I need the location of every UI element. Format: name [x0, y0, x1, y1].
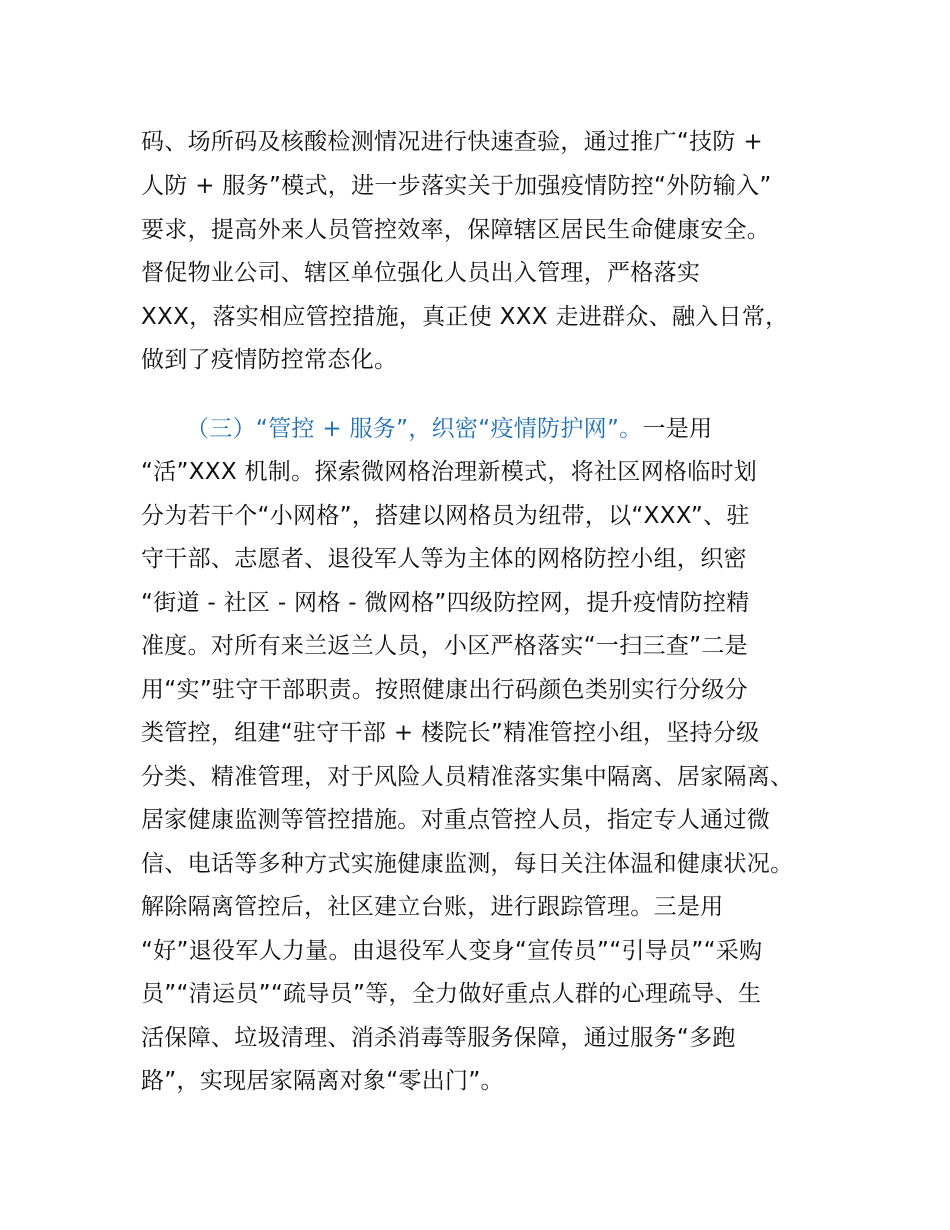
- text-line: 员”“清运员”“疏导员”等，全力做好重点人群的心理疏导、生: [141, 981, 762, 1007]
- text-line: 解除隔离管控后，社区建立台账，进行跟踪管理。三是用: [141, 894, 724, 920]
- text-line: 码、场所码及核酸检测情况进行快速查验，通过推广“技防 +: [141, 129, 763, 155]
- text-line: 分类、精准管理，对于风险人员精准落实集中隔离、居家隔离、: [141, 764, 794, 790]
- section-heading: （三）“管控 + 服务”，织密“疫情防护网”。: [186, 416, 643, 442]
- text-line: 类管控，组建“驻守干部 + 楼院长”精准管控小组，坚持分级: [141, 720, 760, 746]
- text-line: 分为若干个“小网格”，搭建以网格员为纽带，以“XXX”、驻: [141, 503, 750, 529]
- text-line: [186, 414, 712, 444]
- text-line: “活”XXX 机制。探索微网格治理新模式，将社区网格临时划: [141, 459, 758, 485]
- text-line: 督促物业公司、辖区单位强化人员出入管理，严格落实: [141, 260, 701, 286]
- text-line: “街道 - 社区 - 网格 - 微网格”四级防控网，提升疫情防控精: [141, 590, 750, 616]
- text-run: 一是用: [642, 416, 713, 442]
- text-line: 信、电话等多种方式实施健康监测，每日关注体温和健康状况。: [141, 851, 794, 877]
- text-line: XXX，落实相应管控措施，真正使 XXX 走进群众、融入日常，: [141, 304, 789, 330]
- text-line: 路”，实现居家隔离对象“零出门”。: [141, 1068, 504, 1094]
- text-line: 人防 + 服务”模式，进一步落实关于加强疫情防控“外防输入”: [141, 173, 772, 199]
- text-line: 要求，提高外来人员管控效率，保障辖区居民生命健康安全。: [141, 217, 771, 243]
- text-line: 用“实”驻守干部职责。按照健康出行码颜色类别实行分级分: [141, 677, 748, 703]
- text-line: 守干部、志愿者、退役军人等为主体的网格防控小组，织密: [141, 546, 747, 572]
- text-line: 做到了疫情防控常态化。: [141, 347, 398, 373]
- text-line: 活保障、垃圾清理、消杀消毒等服务保障，通过服务“多跑: [141, 1025, 736, 1051]
- text-line: 居家健康监测等管控措施。对重点管控人员，指定专人通过微: [141, 807, 771, 833]
- text-line: “好”退役军人力量。由退役军人变身“宣传员”“引导员”“采购: [141, 938, 763, 964]
- text-line: 准度。对所有来兰返兰人员，小区严格落实“一扫三查”二是: [141, 633, 748, 659]
